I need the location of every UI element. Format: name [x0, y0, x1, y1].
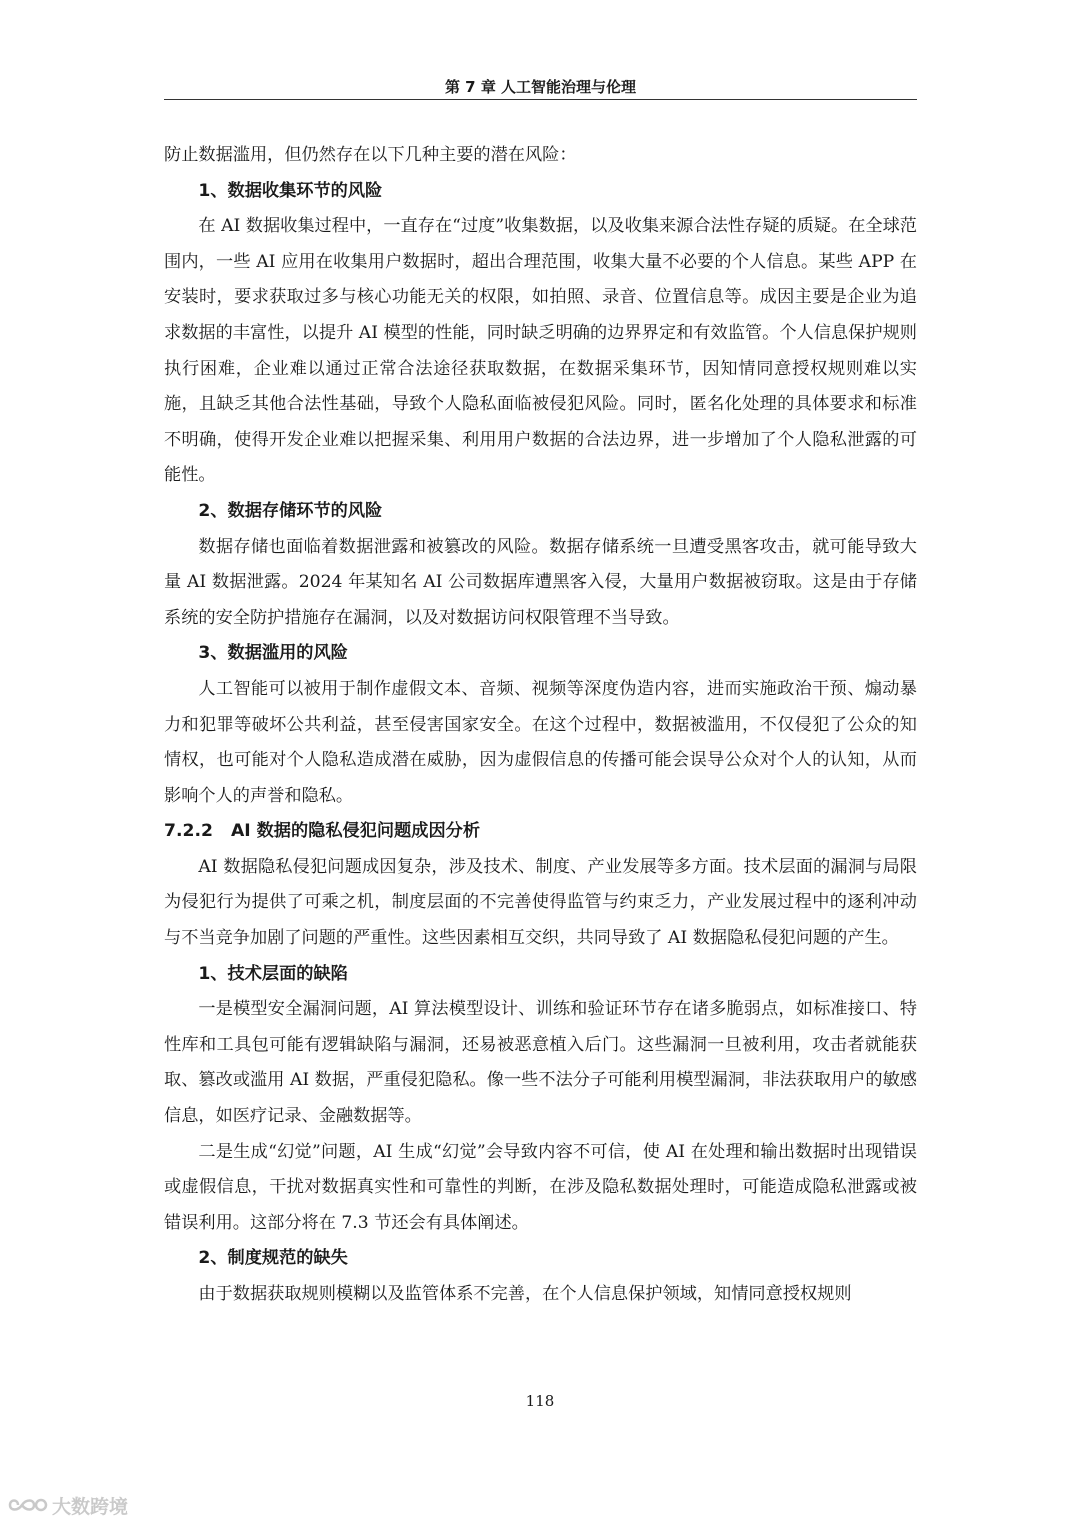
page-number: 118 — [525, 1392, 555, 1410]
section-heading: 1、技术层面的缺陷 — [198, 963, 348, 984]
watermark-text: 大数跨境 — [52, 1495, 129, 1518]
section-heading: 2、制度规范的缺失 — [198, 1248, 348, 1269]
paragraph: 一是模型安全漏洞问题，AI 算法模型设计、训练和验证环节存在诸多脆弱点，如标准接口、特性库和工具包可能有逻辑缺陷与漏洞，还易被恶意植入后门。这些漏洞一旦被利用，攻击者就能获取、篡改或滥用 AI 数据，严重侵犯隐私。像一些不法分子可能利用模型漏洞，非法获取用户的敏感信息，如医疗记录、金融数据等。 — [164, 999, 917, 1127]
header-divider — [164, 99, 917, 100]
paragraph: 由于数据获取规则模糊以及监管体系不完善，在个人信息保护领域，知情同意授权规则 — [198, 1284, 852, 1304]
section-heading: 1、数据收集环节的风险 — [198, 180, 383, 201]
subsection-heading — [164, 814, 917, 850]
infinity-icon — [8, 1494, 48, 1516]
section-heading: 2、数据存储环节的风险 — [198, 500, 383, 521]
paragraph: 二是生成“幻觉”问题，AI 生成“幻觉”会导致内容不可信，使 AI 在处理和输出数据时出现错误或虚假信息，干扰对数据真实性和可靠性的判断，在涉及隐私数据处理时，可能造成隐私泄露或被错误利用。这部分将在 7.3 节还会有具体阐述。 — [164, 1141, 917, 1233]
chapter-header: 第 7 章 人工智能治理与伦理 — [444, 78, 637, 96]
subsection-number: 7.2.2 — [164, 821, 213, 842]
paragraph: 数据存储也面临着数据泄露和被篡改的风险。数据存储系统一旦遭受黑客攻击，就可能导致大量 AI 数据泄露。2024 年某知名 AI 公司数据库遭黑客入侵，大量用户数据被窃取。这是由于存储系统的安全防护措施存在漏洞，以及对数据访问权限管理不当导致。 — [164, 536, 917, 628]
page-body — [164, 138, 917, 1313]
section-heading: 3、数据滥用的风险 — [198, 643, 348, 664]
watermark — [8, 1490, 128, 1520]
paragraph: AI 数据隐私侵犯问题成因复杂，涉及技术、制度、产业发展等多方面。技术层面的漏洞与局限为侵犯行为提供了可乘之机，制度层面的不完善使得监管与约束乏力，产业发展过程中的逐利冲动与不当竞争加剧了问题的严重性。这些因素相互交织，共同导致了 AI 数据隐私侵犯问题的产生。 — [164, 856, 917, 949]
subsection-title: AI 数据的隐私侵犯问题成因分析 — [230, 821, 481, 842]
paragraph: 防止数据滥用，但仍然存在以下几种主要的潜在风险： — [164, 145, 577, 165]
paragraph: 人工智能可以被用于制作虚假文本、音频、视频等深度伪造内容，进而实施政治干预、煽动暴力和犯罪等破坏公共利益，甚至侵害国家安全。在这个过程中，数据被滥用，不仅侵犯了公众的知情权，也可能对个人隐私造成潜在威胁，因为虚假信息的传播可能会误导公众对个人的认知，从而影响个人的声誉和隐私。 — [164, 678, 917, 806]
paragraph: 在 AI 数据收集过程中，一直存在“过度”收集数据，以及收集来源合法性存疑的质疑。在全球范围内，一些 AI 应用在收集用户数据时，超出合理范围，收集大量不必要的个人信息。某些 APP 在安装时，要求获取过多与核心功能无关的权限，如拍照、录音、位置信息等。成因主要是企业为追求数据的丰富性，以提升 AI 模型的性能，同时缺乏明确的边界界定和有效监管。个人信息保护规则执行困难，企业难以通过正常合法途径获取数据，在数据采集环节，因知情同意授权规则难以实施，且缺乏其他合法性基础，导致个人隐私面临被侵犯风险。同时，匿名化处理的具体要求和标准不明确，使得开发企业难以把握采集、利用用户数据的合法边界，进一步增加了个人隐私泄露的可能性。 — [164, 216, 917, 486]
